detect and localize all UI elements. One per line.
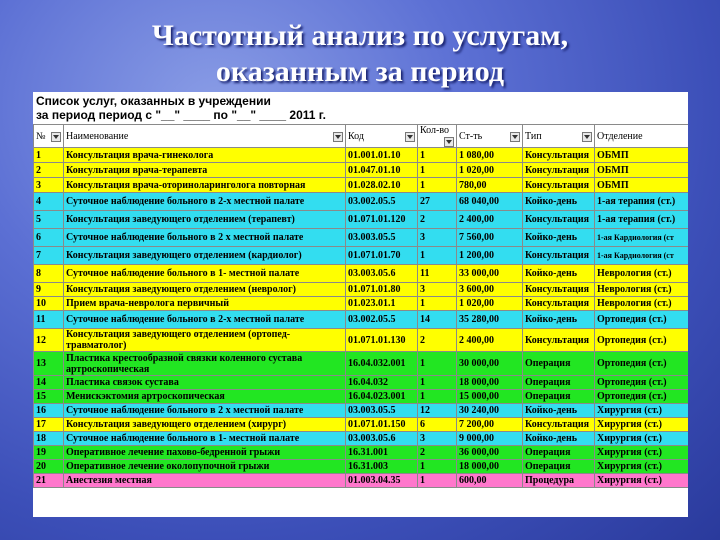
type-cell[interactable]: Операция	[523, 460, 595, 474]
service-code-cell[interactable]: 03.003.05.5	[346, 404, 418, 418]
sheet-header-line2: за период период с "__" ____ по "__" ____ 2011 г.	[36, 108, 326, 122]
sheet-header-line1: Список услуг, оказанных в учреждении	[36, 94, 271, 108]
service-code-cell[interactable]: 01.047.01.10	[346, 163, 418, 178]
cost-cell[interactable]: 780,00	[457, 178, 523, 193]
service-name-cell[interactable]: Суточное наблюдение больного в 1- местной палате	[64, 432, 346, 446]
type-cell[interactable]: Койко-день	[523, 432, 595, 446]
slide-title	[0, 18, 720, 90]
service-code-cell[interactable]: 03.003.05.6	[346, 432, 418, 446]
service-code-cell[interactable]: 03.003.05.6	[346, 265, 418, 283]
department-cell[interactable]: Хирургия (ст.)	[595, 432, 689, 446]
type-cell[interactable]: Консультация	[523, 163, 595, 178]
department-cell[interactable]: Ортопедия (ст.)	[595, 352, 689, 376]
cost-cell[interactable]: 1 020,00	[457, 163, 523, 178]
service-name-cell[interactable]: Оперативное лечение околопупочной грыжи	[64, 460, 346, 474]
cost-cell[interactable]: 7 200,00	[457, 418, 523, 432]
row-number-cell[interactable]: 5	[34, 211, 64, 229]
department-cell[interactable]: ОБМП	[595, 163, 689, 178]
service-code-cell[interactable]: 01.071.01.120	[346, 211, 418, 229]
cost-cell[interactable]: 30 000,00	[457, 352, 523, 376]
service-code-cell[interactable]: 03.002.05.5	[346, 311, 418, 329]
service-code-cell[interactable]: 16.04.032	[346, 376, 418, 390]
table-row	[34, 283, 689, 297]
service-name-cell[interactable]: Оперативное лечение пахово-бедренной грыжи	[64, 446, 346, 460]
column-header	[457, 125, 523, 148]
cost-cell[interactable]: 68 040,00	[457, 193, 523, 211]
table-row	[34, 390, 689, 404]
service-code-cell[interactable]: 01.028.02.10	[346, 178, 418, 193]
table-row	[34, 247, 689, 265]
service-code-cell[interactable]: 01.071.01.130	[346, 329, 418, 352]
service-name-cell[interactable]: Суточное наблюдение больного в 2-х местной палате	[64, 193, 346, 211]
column-header	[346, 125, 418, 148]
row-number-cell[interactable]: 12	[34, 329, 64, 352]
service-name-cell[interactable]: Суточное наблюдение больного в 2 х местной палате	[64, 404, 346, 418]
service-name-cell[interactable]: Пластика крестообразной связки коленного сустава артроскопическая	[64, 352, 346, 376]
service-name-cell[interactable]: Суточное наблюдение больного в 2 х местной палате	[64, 229, 346, 247]
table-row	[34, 229, 689, 247]
quantity-cell[interactable]: 1	[418, 376, 457, 390]
filter-dropdown-icon[interactable]	[510, 132, 520, 142]
quantity-cell[interactable]: 1	[418, 148, 457, 163]
service-code-cell[interactable]: 16.31.001	[346, 446, 418, 460]
row-number-cell[interactable]: 21	[34, 474, 64, 488]
service-name-cell[interactable]: Суточное наблюдение больного в 1- местной палате	[64, 265, 346, 283]
service-code-cell[interactable]: 01.071.01.70	[346, 247, 418, 265]
type-cell[interactable]: Операция	[523, 376, 595, 390]
department-cell[interactable]: Хирургия (ст.)	[595, 404, 689, 418]
table-row	[34, 474, 689, 488]
row-number-cell[interactable]: 18	[34, 432, 64, 446]
quantity-cell[interactable]: 11	[418, 265, 457, 283]
row-number-cell[interactable]: 15	[34, 390, 64, 404]
services-table	[33, 124, 688, 488]
cost-cell[interactable]: 36 000,00	[457, 446, 523, 460]
service-code-cell[interactable]: 01.071.01.150	[346, 418, 418, 432]
type-cell[interactable]: Койко-день	[523, 229, 595, 247]
cost-cell[interactable]: 1 020,00	[457, 297, 523, 311]
service-code-cell[interactable]: 01.071.01.80	[346, 283, 418, 297]
slide-title-line1: Частотный анализ по услугам,	[151, 19, 569, 52]
department-cell[interactable]: Хирургия (ст.)	[595, 474, 689, 488]
department-cell[interactable]: ОБМП	[595, 178, 689, 193]
row-number-cell[interactable]: 1	[34, 148, 64, 163]
table-row	[34, 148, 689, 163]
table-row	[34, 460, 689, 474]
cost-cell[interactable]: 2 400,00	[457, 329, 523, 352]
column-header-label: Код	[348, 130, 364, 142]
service-code-cell[interactable]: 01.023.01.1	[346, 297, 418, 311]
service-name-cell[interactable]: Консультация заведующего отделением (терапевт)	[64, 211, 346, 229]
cost-cell[interactable]: 600,00	[457, 474, 523, 488]
table-row	[34, 193, 689, 211]
type-cell[interactable]: Консультация	[523, 418, 595, 432]
column-header-label: №	[36, 130, 46, 142]
table-row	[34, 352, 689, 376]
quantity-cell[interactable]: 3	[418, 283, 457, 297]
quantity-cell[interactable]: 27	[418, 193, 457, 211]
department-cell[interactable]: Ортопедия (ст.)	[595, 390, 689, 404]
service-code-cell[interactable]: 03.003.05.5	[346, 229, 418, 247]
quantity-cell[interactable]: 1	[418, 247, 457, 265]
type-cell[interactable]: Консультация	[523, 148, 595, 163]
department-cell[interactable]: Хирургия (ст.)	[595, 460, 689, 474]
type-cell[interactable]: Койко-день	[523, 193, 595, 211]
row-number-cell[interactable]: 3	[34, 178, 64, 193]
service-name-cell[interactable]: Консультация заведующего отделением (кардиолог)	[64, 247, 346, 265]
quantity-cell[interactable]: 1	[418, 352, 457, 376]
row-number-cell[interactable]: 11	[34, 311, 64, 329]
column-header	[595, 125, 689, 148]
column-header	[64, 125, 346, 148]
table-row	[34, 265, 689, 283]
department-cell[interactable]: Ортопедия (ст.)	[595, 329, 689, 352]
type-cell[interactable]: Койко-день	[523, 311, 595, 329]
column-header-label: Наименование	[66, 130, 129, 142]
type-cell[interactable]: Операция	[523, 446, 595, 460]
cost-cell[interactable]: 3 600,00	[457, 283, 523, 297]
row-number-cell[interactable]: 17	[34, 418, 64, 432]
quantity-cell[interactable]: 1	[418, 163, 457, 178]
type-cell[interactable]: Консультация	[523, 329, 595, 352]
quantity-cell[interactable]: 2	[418, 211, 457, 229]
service-code-cell[interactable]: 16.04.023.001	[346, 390, 418, 404]
row-number-cell[interactable]: 8	[34, 265, 64, 283]
quantity-cell[interactable]: 12	[418, 404, 457, 418]
row-number-cell[interactable]: 4	[34, 193, 64, 211]
row-number-cell[interactable]: 19	[34, 446, 64, 460]
quantity-cell[interactable]: 6	[418, 418, 457, 432]
quantity-cell[interactable]: 3	[418, 229, 457, 247]
row-number-cell[interactable]: 2	[34, 163, 64, 178]
quantity-cell[interactable]: 1	[418, 474, 457, 488]
table-row	[34, 404, 689, 418]
row-number-cell[interactable]: 16	[34, 404, 64, 418]
type-cell[interactable]: Операция	[523, 352, 595, 376]
filter-dropdown-icon[interactable]	[405, 132, 415, 142]
type-cell[interactable]: Процедура	[523, 474, 595, 488]
table-body	[34, 148, 689, 488]
service-name-cell[interactable]: Консультация врача-оториноларинголога повторная	[64, 178, 346, 193]
table-row	[34, 178, 689, 193]
service-code-cell[interactable]: 03.002.05.5	[346, 193, 418, 211]
cost-cell[interactable]: 9 000,00	[457, 432, 523, 446]
cost-cell[interactable]: 7 560,00	[457, 229, 523, 247]
service-code-cell[interactable]: 16.31.003	[346, 460, 418, 474]
department-cell[interactable]: 1-ая терапия (ст.)	[595, 211, 689, 229]
column-header-label: Тип	[525, 130, 542, 142]
column-header	[523, 125, 595, 148]
row-number-cell[interactable]: 7	[34, 247, 64, 265]
filter-dropdown-icon[interactable]	[51, 132, 61, 142]
type-cell[interactable]: Консультация	[523, 283, 595, 297]
service-name-cell[interactable]: Консультация врача-гинеколога	[64, 148, 346, 163]
row-number-cell[interactable]: 6	[34, 229, 64, 247]
row-number-cell[interactable]: 14	[34, 376, 64, 390]
cost-cell[interactable]: 18 000,00	[457, 460, 523, 474]
department-cell[interactable]: ОБМП	[595, 148, 689, 163]
slide-title-line2: оказанным за период	[215, 55, 505, 88]
service-name-cell[interactable]: Консультация заведующего отделением (невролог)	[64, 283, 346, 297]
type-cell[interactable]: Консультация	[523, 247, 595, 265]
cost-cell[interactable]: 2 400,00	[457, 211, 523, 229]
row-number-cell[interactable]: 9	[34, 283, 64, 297]
service-code-cell[interactable]: 01.001.01.10	[346, 148, 418, 163]
type-cell[interactable]: Консультация	[523, 297, 595, 311]
table-row	[34, 418, 689, 432]
column-header-label: Ст-ть	[459, 130, 483, 142]
table-row	[34, 163, 689, 178]
service-name-cell[interactable]: Анестезия местная	[64, 474, 346, 488]
department-cell[interactable]: Неврология (ст.)	[595, 297, 689, 311]
table-row	[34, 376, 689, 390]
quantity-cell[interactable]: 14	[418, 311, 457, 329]
spreadsheet	[33, 92, 688, 517]
type-cell[interactable]: Консультация	[523, 211, 595, 229]
cost-cell[interactable]: 15 000,00	[457, 390, 523, 404]
table-row	[34, 329, 689, 352]
table-row	[34, 311, 689, 329]
service-name-cell[interactable]: Консультация заведующего отделением (хирург)	[64, 418, 346, 432]
department-cell[interactable]: 1-ая Кардиология (ст	[595, 247, 689, 265]
department-cell[interactable]: Хирургия (ст.)	[595, 446, 689, 460]
type-cell[interactable]: Койко-день	[523, 404, 595, 418]
quantity-cell[interactable]: 1	[418, 178, 457, 193]
quantity-cell[interactable]: 3	[418, 432, 457, 446]
filter-dropdown-icon[interactable]	[444, 137, 454, 147]
type-cell[interactable]: Койко-день	[523, 265, 595, 283]
service-name-cell[interactable]: Консультация заведующего отделением (ортопед-травматолог)	[64, 329, 346, 352]
service-name-cell[interactable]: Менискэктомия артроскопическая	[64, 390, 346, 404]
row-number-cell[interactable]: 10	[34, 297, 64, 311]
row-number-cell[interactable]: 20	[34, 460, 64, 474]
column-header	[34, 125, 64, 148]
table-row	[34, 211, 689, 229]
quantity-cell[interactable]: 2	[418, 446, 457, 460]
cost-cell[interactable]: 33 000,00	[457, 265, 523, 283]
table-row	[34, 297, 689, 311]
column-header-label: Отделение	[597, 130, 643, 142]
cost-cell[interactable]: 18 000,00	[457, 376, 523, 390]
column-header-label: Кол-во	[420, 125, 450, 136]
service-name-cell[interactable]: Суточное наблюдение больного в 2-х местной палате	[64, 311, 346, 329]
quantity-cell[interactable]: 1	[418, 460, 457, 474]
table-row	[34, 432, 689, 446]
cost-cell[interactable]: 35 280,00	[457, 311, 523, 329]
service-name-cell[interactable]: Пластика связок сустава	[64, 376, 346, 390]
row-number-cell[interactable]: 13	[34, 352, 64, 376]
department-cell[interactable]: Неврология (ст.)	[595, 265, 689, 283]
filter-dropdown-icon[interactable]	[333, 132, 343, 142]
department-cell[interactable]: Неврология (ст.)	[595, 283, 689, 297]
type-cell[interactable]: Операция	[523, 390, 595, 404]
service-name-cell[interactable]: Консультация врача-терапевта	[64, 163, 346, 178]
department-cell[interactable]: Ортопедия (ст.)	[595, 311, 689, 329]
service-code-cell[interactable]: 01.003.04.35	[346, 474, 418, 488]
department-cell[interactable]: 1-ая терапия (ст.)	[595, 193, 689, 211]
quantity-cell[interactable]: 1	[418, 390, 457, 404]
quantity-cell[interactable]: 1	[418, 297, 457, 311]
cost-cell[interactable]: 30 240,00	[457, 404, 523, 418]
cost-cell[interactable]: 1 080,00	[457, 148, 523, 163]
table-header-row	[34, 125, 689, 148]
type-cell[interactable]: Консультация	[523, 178, 595, 193]
cost-cell[interactable]: 1 200,00	[457, 247, 523, 265]
department-cell[interactable]: Хирургия (ст.)	[595, 418, 689, 432]
department-cell[interactable]: 1-ая Кардиология (ст	[595, 229, 689, 247]
column-header	[418, 125, 457, 148]
filter-dropdown-icon[interactable]	[582, 132, 592, 142]
quantity-cell[interactable]: 2	[418, 329, 457, 352]
department-cell[interactable]: Ортопедия (ст.)	[595, 376, 689, 390]
table-row	[34, 446, 689, 460]
service-name-cell[interactable]: Прием врача-невролога первичный	[64, 297, 346, 311]
service-code-cell[interactable]: 16.04.032.001	[346, 352, 418, 376]
